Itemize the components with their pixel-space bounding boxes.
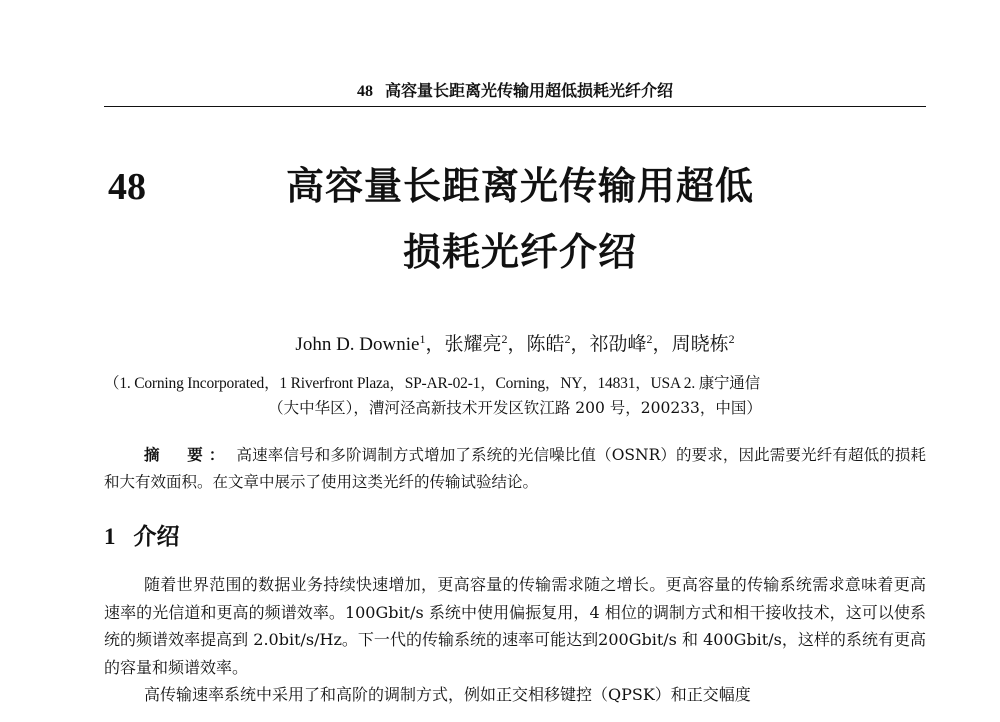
author-affiliation-mark: 2	[728, 332, 735, 346]
author-affiliation-mark: 2	[646, 332, 653, 346]
chapter-number: 48	[108, 166, 146, 208]
author-affiliation-mark: 1	[419, 332, 426, 346]
chapter-title-line1: 高容量长距离光传输用超低	[285, 163, 754, 208]
author-name: 祁劭峰	[589, 333, 647, 355]
author-name: 陈皓	[526, 333, 565, 355]
author-separator: ，	[570, 333, 590, 355]
body-paragraph: 随着世界范围的数据业务持续快速增加，更高容量的传输需求随之增长。更高容量的传输系统需求意味着更高速率的光信道和更高的频谱效率。100Gbit/s 系统中使用偏振复用，4 相位的调制方式和相干接收技术，这可以使系统的频谱效率提高到 2.0bit/s/Hz。下一代的传输系统的速率可能达到200Gbit/s 和 400Gbit/s，这样的系统有更高的容量和频谱效率。	[104, 575, 926, 677]
affiliation-line-2: （大中华区），漕河泾高新技术开发区钦江路 200 号，200233，中国）	[268, 399, 762, 417]
section-number: 1	[104, 524, 116, 549]
abstract-text: 高速率信号和多阶调制方式增加了系统的光信噪比值（OSNR）的要求，因此需要光纤有超低的损耗和大有效面积。在文章中展示了使用这类光纤的传输试验结论。	[104, 446, 926, 491]
abstract-label: 摘 要：	[144, 445, 231, 464]
body-text	[104, 571, 926, 709]
author-name: John D. Downie	[295, 334, 420, 355]
author-affiliation-mark: 2	[564, 332, 571, 346]
author-list	[104, 326, 926, 358]
author-separator: ，	[652, 333, 672, 355]
running-header-title: 高容量长距离光传输用超低损耗光纤介绍	[384, 81, 673, 100]
section-heading	[104, 520, 180, 554]
author-separator: ，	[507, 333, 527, 355]
running-header-number: 48	[356, 83, 373, 100]
affiliation-latin-text: 1. Corning Incorporated，1 Riverfront Plaza，SP-AR-02-1，Corning，NY，14831，USA 2.	[119, 375, 699, 392]
affiliation-open-paren: （	[104, 374, 120, 392]
abstract	[104, 441, 926, 496]
chapter-title-line2: 损耗光纤介绍	[402, 229, 637, 274]
author-name: 周晓栋	[671, 333, 729, 355]
running-header	[104, 80, 926, 107]
affiliation-cjk-text: 康宁通信	[698, 374, 760, 392]
author-separator: ，	[425, 333, 445, 355]
author-name: 张耀亮	[444, 333, 502, 355]
section-title: 介绍	[133, 523, 180, 550]
affiliation-line-1	[104, 372, 926, 395]
body-paragraph: 高传输速率系统中采用了和高阶的调制方式，例如正交相移键控（QPSK）和正交幅度	[144, 685, 751, 704]
author-affiliation-mark: 2	[501, 332, 508, 346]
